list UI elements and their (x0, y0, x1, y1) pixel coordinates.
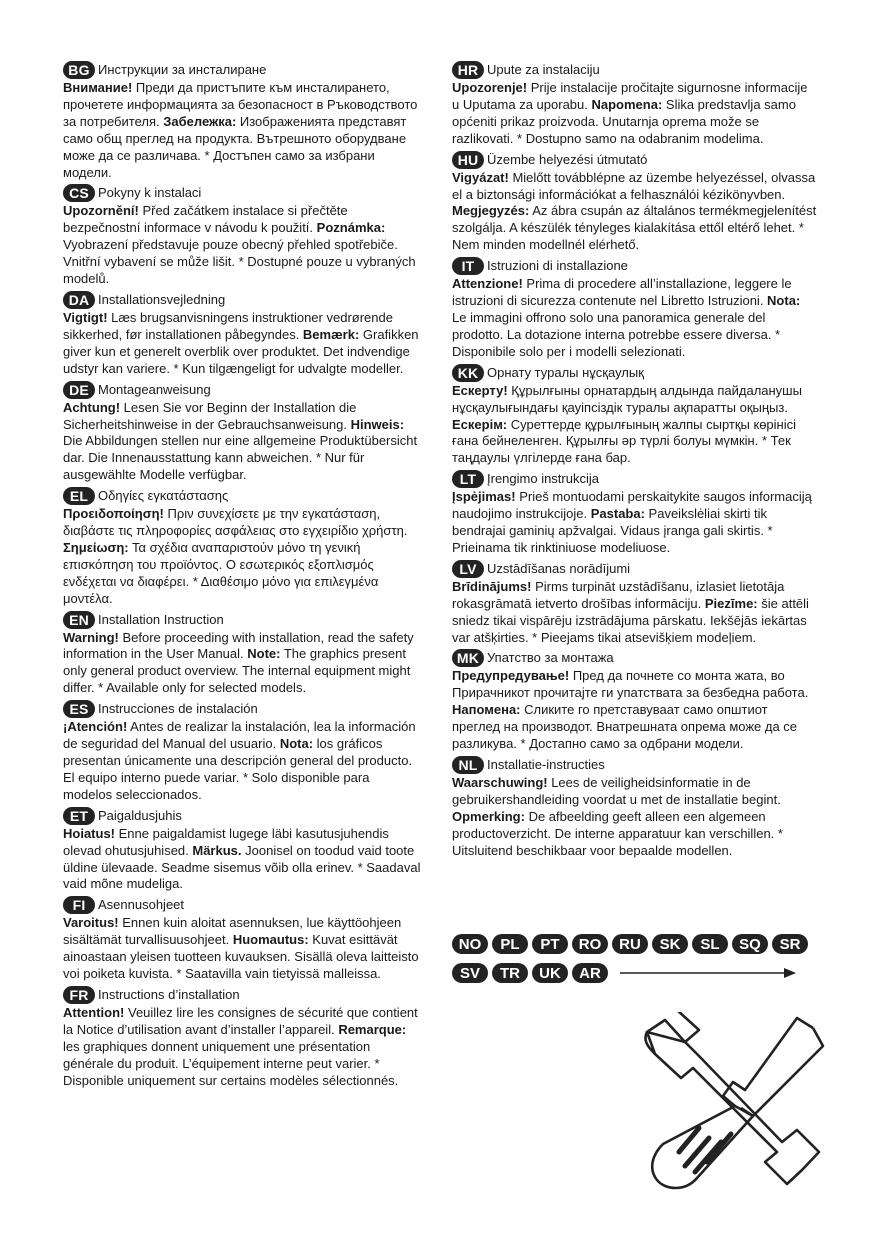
warning-label: Nota: (279, 736, 314, 752)
body-text: Ennen kuin aloitat asennuksen, lue käyttöohjeen sisältämät turvallisuusohjeet. (63, 915, 402, 948)
language-badge-sq: SQ (732, 934, 768, 954)
warning-label: Vigyázat! (452, 169, 509, 185)
body-text: Antes de realizar la instalación, lea la información de seguridad del Manual del usuario. (63, 719, 416, 752)
warning-label: Megjegyzés: (452, 203, 530, 219)
warning-label: Attenzione! (452, 276, 523, 292)
section-body (63, 1005, 421, 1090)
body-text: Mielőtt továbblépne az üzembe helyezéssel, olvassa el a biztonsági információkat a felhasználói kézikönyvben. (452, 169, 816, 202)
section-title: Pokyny k instalaci (98, 185, 202, 201)
body-text: šie attēli sniedz tikai vispārēju izstrādājuma pārskatu. Iekšējās iekārtas var atšķirties. * Pieejams tikai atsevišķiem modeļiem. (452, 595, 809, 645)
section-header (63, 486, 421, 506)
language-badge: FI (63, 896, 95, 914)
body-text: Pirms turpināt uzstādīšanu, izlasiet lietotāja rokasgrāmatā ietverto drošības informāciju. (452, 578, 785, 611)
warning-label: Προειδοποίηση! (63, 506, 164, 522)
body-text: Before proceeding with installation, read the safety information in the User Manual. (63, 629, 414, 662)
warning-label: Note: (247, 646, 281, 662)
warning-label: Ескерту! (452, 382, 508, 398)
language-badge: MK (452, 649, 484, 667)
body-text: Изображенията представят само общ преглед на продукта. Вътрешното оборудване може да се различава. * Достъпен само за избрани модели. (63, 113, 407, 180)
language-badge-no: NO (452, 934, 488, 954)
body-text: Kuvat esittävät ainoastaan yleisen tuotteen kuvauksen. Sisällä oleva laitteisto voi poiketa kuvista. * Saatavilla vain tietyissä malleissa. (63, 932, 419, 982)
warning-label: Remarque: (338, 1021, 407, 1037)
body-text: De afbeelding geeft alleen een algemeen productoverzicht. De interne apparatuur kan verschillen. * Uitsluitend beschikbaar voor bepaalde modellen. (452, 808, 783, 858)
section-lt (452, 469, 818, 557)
section-title: Упатство за монтажа (487, 650, 614, 666)
warning-label: Hinweis: (350, 416, 405, 432)
warning-label: Vigtigt! (63, 309, 108, 325)
warning-label: Įspėjimas! (452, 489, 516, 505)
body-text: Læs brugsanvisningens instruktioner vedrørende sikkerhed, før installationen påbegyndes. (63, 309, 393, 342)
language-badge-row-1 (452, 934, 812, 954)
language-badge-uk: UK (532, 963, 568, 983)
warning-label: ¡Atención! (63, 719, 128, 735)
warning-label: Предупредување! (452, 668, 570, 684)
language-badge-sr: SR (772, 934, 808, 954)
warning-label: Waarschuwing! (452, 775, 548, 790)
section-title: Instructions d’installation (98, 986, 240, 1002)
section-header (452, 469, 818, 489)
section-body (452, 775, 818, 860)
language-badge: BG (63, 61, 95, 79)
body-text: Vyobrazení představuje pouze obecný přehled spotřebiče. Vnitřní vybavení se může lišit. * Dostupné pouze u vybraných modelů. (63, 237, 416, 287)
section-fi (63, 895, 421, 983)
section-hr (452, 60, 818, 148)
section-title: Upute za instalaciju (487, 62, 600, 77)
section-title: Instrucciones de instalación (98, 701, 258, 717)
section-title: Инструкции за инсталиране (98, 62, 267, 77)
section-body (63, 826, 421, 894)
language-badge: FR (63, 986, 95, 1004)
section-el (63, 486, 421, 607)
body-text: Сликите го претставуваат само општиот преглед на производот. Внатрешната опрема може да се разликува. * Достапно само за одбрани модели. (452, 702, 798, 752)
language-badge-sl: SL (692, 934, 728, 954)
section-body (63, 630, 421, 698)
body-text: Преди да пристъпите към инсталирането, прочетете информацията за безопасност в Ръководството за потребителя. (63, 80, 418, 129)
warning-label: Brīdinājums! (452, 578, 532, 594)
section-title: Montageanweisung (98, 381, 211, 397)
warning-label: Poznámka: (316, 220, 386, 236)
section-header (63, 183, 421, 203)
section-header (63, 985, 421, 1005)
section-body (452, 579, 818, 647)
language-badge: EN (63, 611, 95, 629)
body-text: Joonisel on toodud vaid toote üldine ülevaade. Seadme sisemus võib olla erinev. * Saadaval vaid mõne mudeliga. (63, 842, 421, 892)
section-es (63, 699, 421, 804)
warning-label: Attention! (63, 1004, 125, 1020)
body-text: Πριν συνεχίσετε με την εγκατάσταση, διαβάστε τις πληροφορίες ασφάλειας στο εγχειρίδιο χρήστη. (63, 506, 408, 539)
section-header (63, 895, 421, 915)
section-body (63, 80, 421, 181)
body-text: Veuillez lire les consignes de sécurité que contient la Notice d’utilisation avant d’installer l’appareil. (63, 1004, 418, 1037)
section-header (452, 648, 818, 668)
section-body (63, 719, 421, 804)
section-title: Οδηγίες εγκατάστασης (98, 488, 229, 504)
section-body (63, 310, 421, 378)
warning-label: Внимание! (63, 80, 133, 95)
language-badge: ES (63, 700, 95, 718)
section-body (452, 489, 818, 557)
section-header (452, 60, 818, 80)
section-title: Installationsvejledning (98, 291, 226, 307)
wrench-screwdriver-icon (637, 1012, 827, 1212)
warning-label: Bemærk: (302, 326, 360, 342)
language-badge-ar: AR (572, 963, 608, 983)
section-body (63, 203, 421, 288)
language-badge: DA (63, 291, 95, 309)
section-body (452, 80, 818, 148)
section-title: Üzembe helyezési útmutató (487, 151, 648, 167)
section-fr (63, 985, 421, 1090)
language-badge: HR (452, 61, 484, 79)
arrow-right-icon (618, 967, 798, 979)
section-header (63, 380, 421, 400)
body-text: Τα σχέδια αναπαριστούν μόνο τη γενική επισκόπηση του προϊόντος. Ο εσωτερικός εξοπλισμός ενδέχεται να διαφέρει. * Διαθέσιμο μόνο για επιλεγμένα μοντέλα. (63, 539, 379, 606)
warning-label: Забележка: (163, 113, 237, 129)
body-text: The graphics present only general product overview. The internal equipment might differ. * Available only for selected models. (63, 646, 411, 696)
warning-label: Upozorenje! (452, 80, 528, 95)
section-header (63, 610, 421, 630)
body-text: Пред да почнете со монта жата, во Прирачникот прочитајте ги упатствата за безбедна работа. (452, 668, 809, 701)
section-en (63, 610, 421, 698)
section-body (452, 383, 818, 468)
section-header (63, 699, 421, 719)
section-title: Asennusohjeet (98, 897, 185, 913)
body-text: Die Abbildungen stellen nur eine allgemeine Produktübersicht dar. Die Innenausstattung kann abweichen. * Nur für ausgewählte Modelle verfügbar. (63, 433, 418, 483)
section-title: Installatie-instructies (487, 757, 605, 772)
section-header (452, 755, 818, 775)
section-de (63, 380, 421, 485)
left-column (63, 58, 421, 1090)
warning-label: Warning! (63, 629, 119, 645)
section-body (452, 668, 818, 753)
section-bg (63, 60, 421, 181)
section-body (63, 400, 421, 485)
body-text: les graphiques donnent uniquement une présentation générale du produit. L’équipement interne peut varier. * Disponible uniquement sur certains modèles sélectionnés. (63, 1038, 399, 1088)
warning-label: Nota: (767, 293, 801, 309)
section-header (63, 806, 421, 826)
section-mk (452, 648, 818, 753)
section-title: Installation Instruction (98, 611, 224, 627)
language-badge: ET (63, 807, 95, 825)
warning-label: Varoitus! (63, 915, 119, 931)
body-text: Prieš montuodami perskaitykite saugos informaciją naudojimo instrukcijoje. (452, 489, 812, 522)
section-it (452, 256, 818, 361)
section-header (452, 363, 818, 383)
language-badge-sk: SK (652, 934, 688, 954)
body-text: Le immagini offrono solo una panoramica generale del prodotto. La dotazione interna potrebbe essere diversa. * Disponibile solo per i modelli selezionati. (452, 309, 781, 359)
body-text: Суреттерде құрылғының жалпы сыртқы көрінісі ғана бейнеленген. Құрылғы әр түрлі болуы мүмкін. * Тек таңдаулы үлгілерде ғана бар. (452, 416, 797, 466)
language-badge-ru: RU (612, 934, 648, 954)
language-badge: HU (452, 151, 484, 169)
language-badge-row-2 (452, 963, 798, 983)
warning-label: Upozornění! (63, 203, 139, 219)
section-title: Paigaldusjuhis (98, 807, 182, 823)
body-text: Slika predstavlja samo općeniti prikaz proizvoda. Unutarnja oprema može se razlikovati. * Dostupno samo na odabranim modelima. (452, 96, 796, 146)
language-badge-ro: RO (572, 934, 608, 954)
body-text: Před začátkem instalace si přečtěte bezpečnostní informace v návodu k použití. (63, 203, 348, 236)
section-cs (63, 183, 421, 288)
section-header (452, 256, 818, 276)
body-text: Enne paigaldamist lugege läbi kasutusjuhendis olevad ohutusjuhised. (63, 825, 389, 858)
section-header (63, 60, 421, 80)
warning-label: Huomautus: (232, 932, 309, 948)
warning-label: Hoiatus! (63, 825, 115, 841)
section-title: Istruzioni di installazione (487, 258, 628, 274)
language-badge: CS (63, 184, 95, 202)
body-text: Grafikken giver kun et generelt overblik over produktet. Det indvendige udstyr kan variere. * Kun tilgængeligt for udvalgte modeller. (63, 326, 419, 376)
body-text: Paveikslėliai skirti tik bendrajai gaminių apžvalgai. Vidaus įranga gali skirtis. * Prieinama tik rinktiniuose modeliuose. (452, 506, 773, 555)
body-text: Lees de veiligheidsinformatie in de gebruikershandleiding voordat u met de installatie begint. (452, 775, 781, 807)
body-text: Prije instalacije pročitajte sigurnosne informacije u Uputama za uporabu. (452, 80, 808, 112)
language-badge-sv: SV (452, 963, 488, 983)
body-text: Құрылғыны орнатардың алдында пайдаланушы нұсқаулығындағы қауіпсіздік туралы ақпаратты оқыңыз. (452, 382, 802, 415)
language-badge-pl: PL (492, 934, 528, 954)
section-et (63, 806, 421, 894)
section-nl (452, 755, 818, 860)
section-header (63, 290, 421, 310)
section-kk (452, 363, 818, 468)
section-body (452, 170, 818, 255)
body-text: Lesen Sie vor Beginn der Installation die Sicherheitshinweise in der Gebrauchsanweisung. (63, 399, 357, 432)
warning-label: Märkus. (192, 842, 242, 858)
warning-label: Pastaba: (590, 506, 645, 522)
section-hu (452, 150, 818, 255)
right-column (452, 58, 818, 860)
language-badge: IT (452, 257, 484, 275)
section-header (452, 150, 818, 170)
section-body (63, 915, 421, 983)
warning-label: Напомена: (452, 702, 521, 718)
warning-label: Ескерім: (452, 416, 508, 432)
language-badge: KK (452, 364, 484, 382)
language-badge: DE (63, 381, 95, 399)
section-header (452, 559, 818, 579)
language-badge: NL (452, 756, 484, 774)
language-badge: LT (452, 470, 484, 488)
section-da (63, 290, 421, 378)
warning-label: Σημείωση: (63, 539, 129, 555)
section-title: Орнату туралы нұсқаулық (487, 364, 644, 380)
language-badge-tr: TR (492, 963, 528, 983)
section-body (452, 276, 818, 361)
warning-label: Napomena: (591, 96, 663, 112)
body-text: Prima di procedere all’installazione, leggere le istruzioni di sicurezza contenute nel Libretto Istruzioni. (452, 276, 792, 309)
warning-label: Achtung! (63, 399, 121, 415)
section-body (63, 506, 421, 607)
warning-label: Piezīme: (704, 595, 758, 611)
language-badge-pt: PT (532, 934, 568, 954)
section-title: Įrengimo instrukcija (487, 471, 599, 487)
language-badge: LV (452, 560, 484, 578)
section-title: Uzstādīšanas norādījumi (487, 560, 631, 576)
body-text: los gráficos presentan únicamente una descripción general del producto. El equipo interno puede variar. * Solo disponible para modelos seleccionados. (63, 736, 413, 802)
section-lv (452, 559, 818, 647)
language-badge: EL (63, 487, 95, 505)
body-text: Az ábra csupán az általános termékmegjelenítést szolgálja. A készülék tényleges kialakítása ettől eltérő lehet. * Nem minden modellnél elérhető. (452, 203, 817, 253)
warning-label: Opmerking: (452, 808, 525, 824)
